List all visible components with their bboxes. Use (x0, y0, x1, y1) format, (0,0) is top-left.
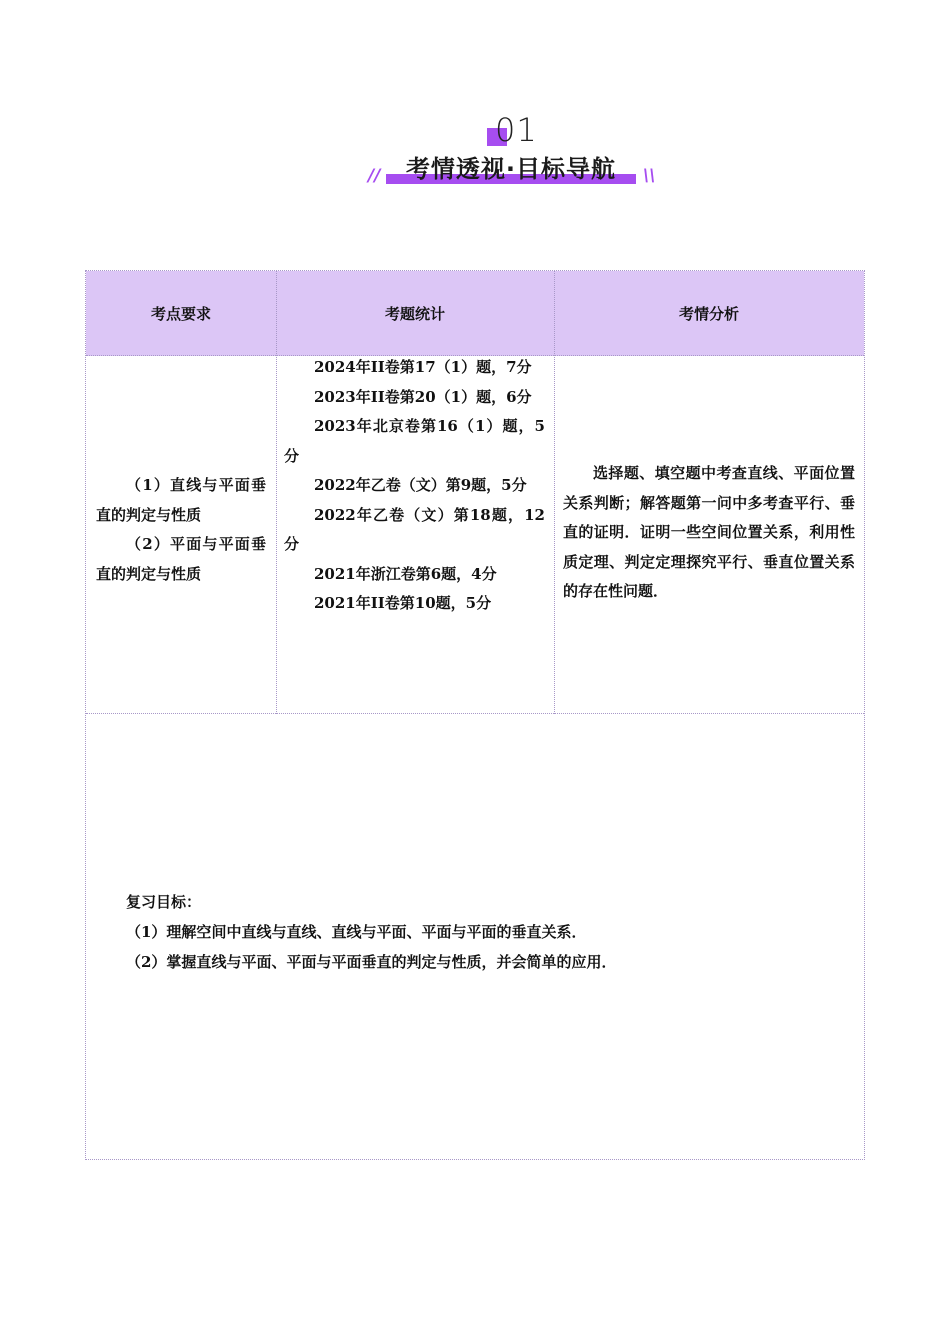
right-slash-decoration: \\ (643, 166, 656, 186)
stat-item: 2022年乙卷（文）第18题，12分 (284, 505, 545, 553)
row-divider (86, 713, 864, 714)
requirements-cell (96, 471, 266, 589)
exam-analysis-table (85, 270, 865, 1160)
goal-item: （1）理解空间中直线与直线、直线与平面、平面与平面的垂直关系． (126, 923, 587, 941)
analysis-cell: 选择题、填空题中考查直线、平面位置关系判断；解答题第一问中多考查平行、垂直的证明．证明一些空间位置关系，利用性质定理、判定定理探究平行、垂直位置关系的存在性问题． (563, 464, 855, 600)
statistics-cell (284, 353, 545, 619)
stat-item: 2024年II卷第17（1）题，7分 (314, 358, 532, 376)
stat-item: 2021年浙江卷第6题，4分 (314, 564, 497, 583)
requirement-item: （2）平面与平面垂直的判定与性质 (96, 535, 266, 583)
review-goals (126, 887, 826, 977)
stat-item: 2021年II卷第10题，5分 (314, 594, 492, 612)
left-slash-decoration: // (368, 166, 381, 186)
stat-item: 2022年乙卷（文）第9题，5分 (314, 476, 527, 494)
header-requirements: 考点要求 (86, 271, 276, 356)
section-title: 考情透视·目标导航 (405, 155, 617, 183)
goals-title: 复习目标： (126, 893, 202, 911)
header-statistics: 考题统计 (276, 271, 554, 356)
header-analysis: 考情分析 (554, 271, 864, 356)
stat-item: 2023年II卷第20（1）题，6分 (314, 387, 532, 406)
section-number: 01 (495, 111, 538, 149)
goal-item: （2）掌握直线与平面、平面与平面垂直的判定与性质，并会简单的应用． (126, 953, 617, 971)
requirement-item: （1）直线与平面垂直的判定与性质 (96, 476, 266, 524)
column-divider (276, 271, 277, 714)
stat-item: 2023年北京卷第16（1）题，5分 (284, 417, 545, 465)
column-divider (554, 271, 555, 714)
